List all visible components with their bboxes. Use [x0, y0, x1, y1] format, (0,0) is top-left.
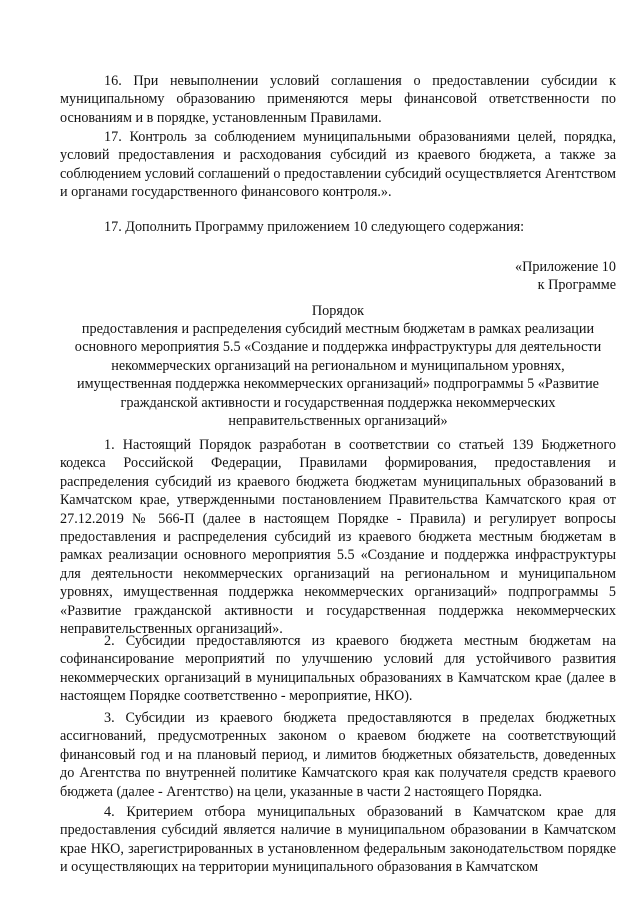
paragraph-amendment: 17. Дополнить Программу приложением 10 следующего содержания:: [104, 219, 525, 235]
item-2: 2. Субсидии предоставляются из краевого бюджета местным бюджетам на софинансирование мероприятий по улучшению условий для устойчивого развития некоммерческих организаций в муниципальных образованиях в Камчатском крае (далее в настоящем Порядке соответственно - мероприятие, НКО).: [60, 633, 616, 705]
order-subtitle: предоставления и распределения субсидий местным бюджетам в рамках реализации основного мероприятия 5.5 «Создание и поддержка инфраструктуры для деятельности некоммерческих организаций на региональном и муниципальном уровнях, имущественная поддержка некоммерческих организаций» подпрограммы 5 «Развитие гражданской активности и государственная поддержка некоммерческих неправительственных организаций»: [74, 321, 602, 430]
item-1: 1. Настоящий Порядок разработан в соответствии со статьей 139 Бюджетного кодекса Российской Федерации, Правилами формирования, предоставления и распределения субсидий из краевого бюджета бюджетам муниципальных образований в Камчатском крае, утвержденными постановлением Правительства Камчатского края от 27.12.2019 № 566-П (далее в настоящем Порядке - Правила) и регулирует вопросы предоставления и распределения субсидий из краевого бюджета местным бюджетам в рамках реализации основного мероприятия 5.5 «Создание и поддержка инфраструктуры для деятельности некоммерческих организаций на региональном и муниципальном уровнях, имущественная поддержка некоммерческих организаций» подпрограммы 5 «Развитие гражданской активности и государственная поддержка некоммерческих неправительственных организаций».: [60, 437, 616, 638]
item-3: 3. Субсидии из краевого бюджета предоставляются в пределах бюджетных ассигнований, предусмотренных законом о краевом бюджете на соответствующий финансовый год и на плановый период, и лимитов бюджетных обязательств, доведенных до Агентства по внутренней политике Камчатского края как получателя средств краевого бюджета (далее - Агентство) на цели, указанные в части 2 настоящего Порядка.: [60, 710, 616, 800]
annex-number: «Приложение 10: [515, 259, 616, 275]
annex-reference: к Программе: [537, 277, 616, 293]
order-title: Порядок: [311, 303, 365, 319]
paragraph-16: 16. При невыполнении условий соглашения о предоставлении субсидии к муниципальному образованию применяются меры финансовой ответственности по основаниям и в порядке, установленным Правилами.: [60, 73, 616, 126]
paragraph-17: 17. Контроль за соблюдением муниципальными образованиями целей, порядка, условий предоставления и расходования субсидий из краевого бюджета, а также за соблюдением условий соглашений о предоставлении субсидий осуществляется Агентством и органами государственного финансового контроля.».: [60, 129, 616, 201]
item-4: 4. Критерием отбора муниципальных образований в Камчатском крае для предоставления субсидий является наличие в муниципальном образовании в Камчатском крае НКО, зарегистрированных в установленном федеральным законодательством порядке и осуществляющих на территории муниципального образования в Камчатском: [60, 804, 616, 876]
